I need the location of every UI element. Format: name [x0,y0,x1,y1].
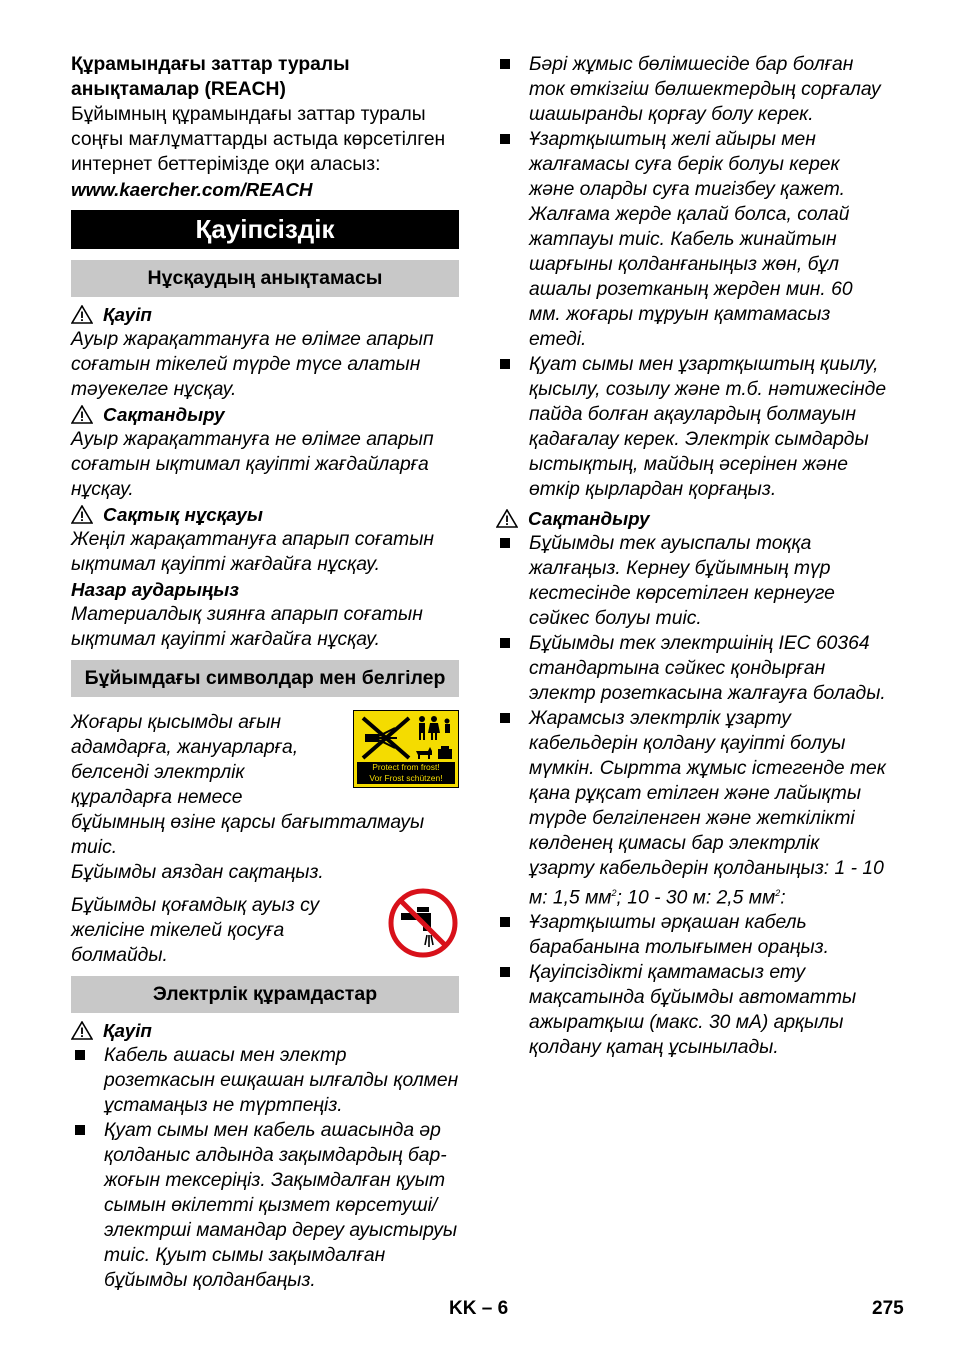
warning-triangle-icon [71,1021,93,1040]
frost-label-line1: Protect from frost! [372,762,440,772]
warning-row [71,402,459,427]
danger-text: Ауыр жарақаттануға не өлімге апарып соғатын тікелей түрде түсе алатын тәуекелге нұсқау. [71,329,434,400]
warning-triangle-icon [496,509,518,528]
bullet-square-icon [500,538,510,548]
jet-warning-block [71,710,459,860]
symbols-heading: Бұйымдағы символдар мен белгілер [71,660,459,697]
bullet-square-icon [500,359,510,369]
frost-label-line2: Vor Frost schützen! [369,773,443,783]
list-item: Бұйымды тек ауыспалы тоққа жалғаңыз. Кернеу бұйымның түр кестесінде көрсетілген кернеуге сәйкес болуы тиіс. [496,531,888,631]
superscript: 2 [775,888,781,898]
jet-warning-text: Жоғары қысымды ағын адамдарға, жануарларға, белсенді электрлік құралдарға немесе бұйымның өзіне қарсы бағытталмауы тиіс. [71,712,425,858]
list-item: Қуат сымы мен кабель ашасында әр қолданыс алдында зақымдардың бар-жоғын тексеріңіз. Зақымдалған қуыт сымын өкілетті қызмет көрсетуші/электрші мамандар дереу ауыстыруы тиіс. Қуыт сымы зақымдалған бұйымды қолданбаңыз. [71,1118,459,1293]
list-item: Қауіпсіздікті қамтамасыз ету мақсатында бұйымды автоматты ажыратқыш (макс. 30 мА) арқылы қолдану қатаң ұсынылады. [496,960,888,1060]
no-drinking-water-icon [387,887,459,959]
caution-label: Сақтық нұсқауы [103,504,263,525]
electrical-danger-label: Қауіп [103,1020,152,1041]
bullet-square-icon [500,967,510,977]
list-item: Ұзартқыштың желі айыры мен жалғамасы суға берік болуы керек және оларды суға тигізбеу қажет. Жалғама жерде қалай болса, солай жатпауы тиіс. Кабель жинайтын шарғыны қолданғаныңыз жөн, бұл ашалы розетканың жерден мин. 60 мм. жоғары тұруын қамтамасыз етеді. [496,127,888,352]
bullet-square-icon [75,1050,85,1060]
superscript: 2 [611,888,617,898]
attention-label: Назар аударыңыз [71,579,239,600]
footer-section-label: KK – 6 [449,1298,509,1319]
safety-heading: Қауіпсіздік [71,210,459,249]
reach-url[interactable]: www.kaercher.com/REACH [71,179,313,200]
people-icon [414,715,454,741]
left-column [71,52,459,1293]
water-warning-text: Бұйымды қоғамдық ауыз су желісіне тікелей қосуға болмайды. [71,895,320,966]
danger-row [71,302,459,327]
ext-cable-mid: ; 10 - 30 м: 2,5 мм [616,887,776,909]
water-warning-block [71,893,459,968]
electrical-warning-row [496,506,888,531]
hazard-levels-heading: Нұсқаудың анықтамасы [71,260,459,297]
ext-cable-end: : [780,887,786,909]
reach-text: Бұйымның құрамындағы заттар туралы соңғы мағлұматтарды астыда көрсетілген интернет беттерімізде оқи аласыз: [71,104,446,175]
frost-label-band [357,762,455,784]
electrical-danger-row [71,1018,459,1043]
warning-triangle-icon [71,305,93,324]
bullet-square-icon [500,713,510,723]
device-warning-label [353,710,459,788]
warning-triangle-icon [71,405,93,424]
warning-label: Сақтандыру [103,404,225,425]
electrical-warning-label: Сақтандыру [528,508,650,529]
reach-title: Құрамындағы заттар туралы анықтамалар (REACH) [71,54,350,100]
list-item: Ұзартқышты әрқашан кабель барабанына толығымен ораңыз. [496,910,888,960]
warning-triangle-icon [71,505,93,524]
bullet-square-icon [500,134,510,144]
list-item: Бұйымды тек электршінің IEC 60364 стандартына сәйкес қондырған электр розеткасына жалғауға болады. [496,631,888,706]
no-spray-icon [357,714,415,762]
list-item: Қуат сымы мен ұзартқыштың қиылу, қысылу, созылу және т.б. нәтижесінде пайда болған ақаулардың болмауын қадағалау керек. Электрік сымдарды ыстықтың, майдың әсерінен және өткір қырлардан қорғаңыз. [496,352,888,502]
bullet-square-icon [500,638,510,648]
caution-text: Жеңіл жарақаттануға апарып соғатын ықтимал қауіпті жағдайға нұсқау. [71,529,434,575]
list-item: Кабель ашасы мен электр розеткасын ешқашан ылғалды қолмен ұстамаңыз не түртпеңіз. [71,1043,459,1118]
list-item [496,706,888,910]
bullet-square-icon [500,917,510,927]
bullet-square-icon [75,1125,85,1135]
caution-row [71,502,459,527]
danger-label: Қауіп [103,304,152,325]
warning-text: Ауыр жарақаттануға не өлімге апарып соғатын ықтимал қауіпті жағдайларға нұсқау. [71,429,434,500]
list-item: Бәрі жұмыс бөлімшесіде бар болған ток өткізгіш бөлшектердың сорғалау шашыранды қорғау болу керек. [496,52,888,127]
frost-warning-text: Бұйымды аяздан сақтаңыз. [71,862,324,883]
ext-cable-text: Жарамсыз электрлік ұзарту кабельдерін қолдану қауіпті болуы мүмкін. Сыртта жұмыс істегенде тек қана рұқсат етілген және лайықты түрде белгіленген және жеткілікті көлденең қимасы бар электрлік ұзарту кабельдерін қолданыңыз: 1 - 10 м: 1,5 мм [529,708,886,909]
right-column [496,52,888,1060]
electrical-heading: Электрлік құрамдастар [71,976,459,1013]
animal-device-icon [414,743,454,761]
attention-text: Материалдық зиянға апарып соғатын ықтимал қауіпті жағдайға нұсқау. [71,604,423,650]
page-number: 275 [872,1298,904,1319]
bullet-square-icon [500,59,510,69]
